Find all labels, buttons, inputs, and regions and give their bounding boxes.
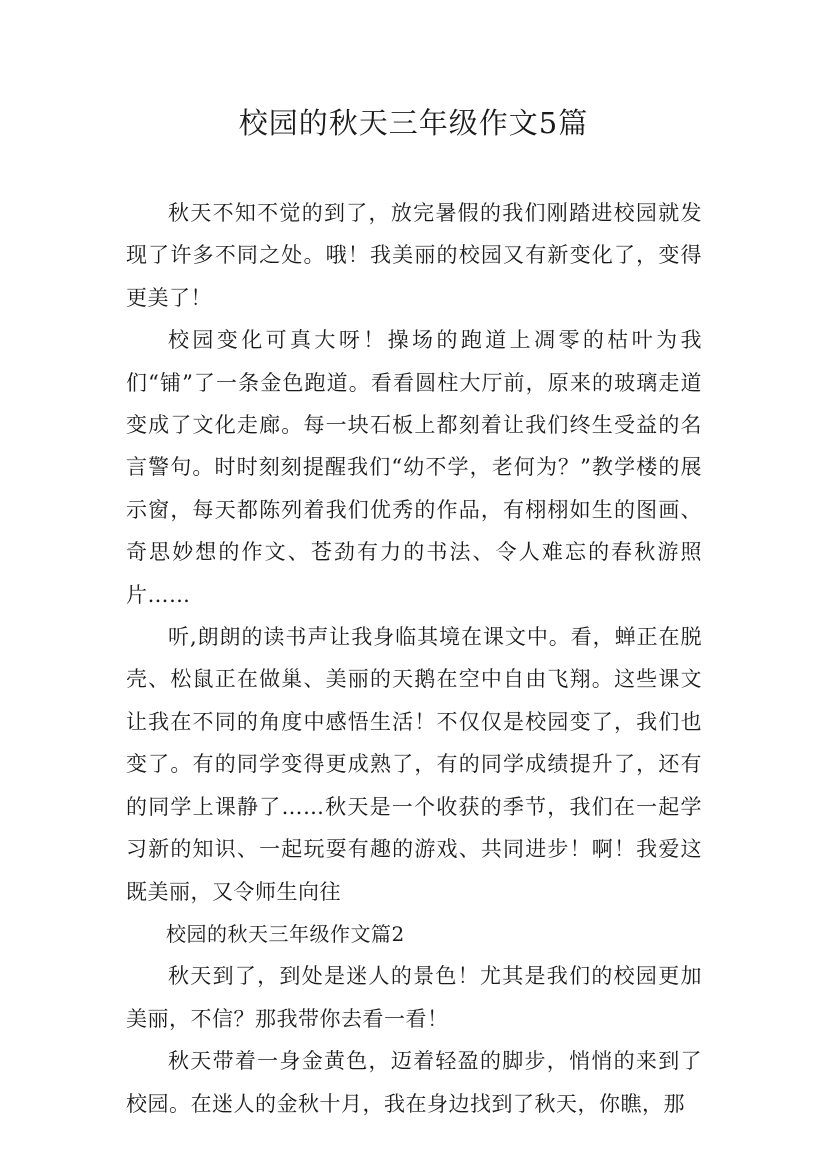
section-2-heading: 校园的秋天三年级作文篇2: [166, 921, 405, 946]
section-2-paragraph-2: 秋天带着一身金黄色，迈着轻盈的脚步，悄悄的来到了校园。在迷人的金秋十月，我在身边找到了秋天，你瞧，那: [126, 1049, 702, 1116]
document-title: 校园的秋天三年级作文5篇: [238, 106, 589, 140]
paragraph-2: 校园变化可真大呀！操场的跑道上凋零的枯叶为我们“铺”了一条金色跑道。看看圆柱大厅前，原来的玻璃走道变成了文化走廊。每一块石板上都刻着让我们终生受益的名言警句。时时刻刻提醒我们“幼不学，老何为？”教学楼的展示窗，每天都陈列着我们优秀的作品，有栩栩如生的图画、奇思妙想的作文、苍劲有力的书法、令人难忘的春秋游照片……: [126, 328, 702, 607]
paragraph-1: 秋天不知不觉的到了，放完暑假的我们刚踏进校园就发现了许多不同之处。哦！我美丽的校园又有新变化了，变得更美了！: [126, 201, 702, 310]
section-2-paragraph-1: 秋天到了，到处是迷人的景色！尤其是我们的校园更加美丽，不信？那我带你去看一看！: [126, 964, 702, 1031]
document-body: [126, 192, 702, 1125]
paragraph-3: 听,朗朗的读书声让我身临其境在课文中。看，蝉正在脱壳、松鼠正在做巢、美丽的天鹅在空中自由飞翔。这些课文让我在不同的角度中感悟生活！不仅仅是校园变了，我们也变了。有的同学变得更成熟了，有的同学成绩提升了，还有的同学上课静了……秋天是一个收获的季节，我们在一起学习新的知识、一起玩耍有趣的游戏、共同进步！啊！我爱这既美丽，又令师生向往: [126, 625, 702, 904]
